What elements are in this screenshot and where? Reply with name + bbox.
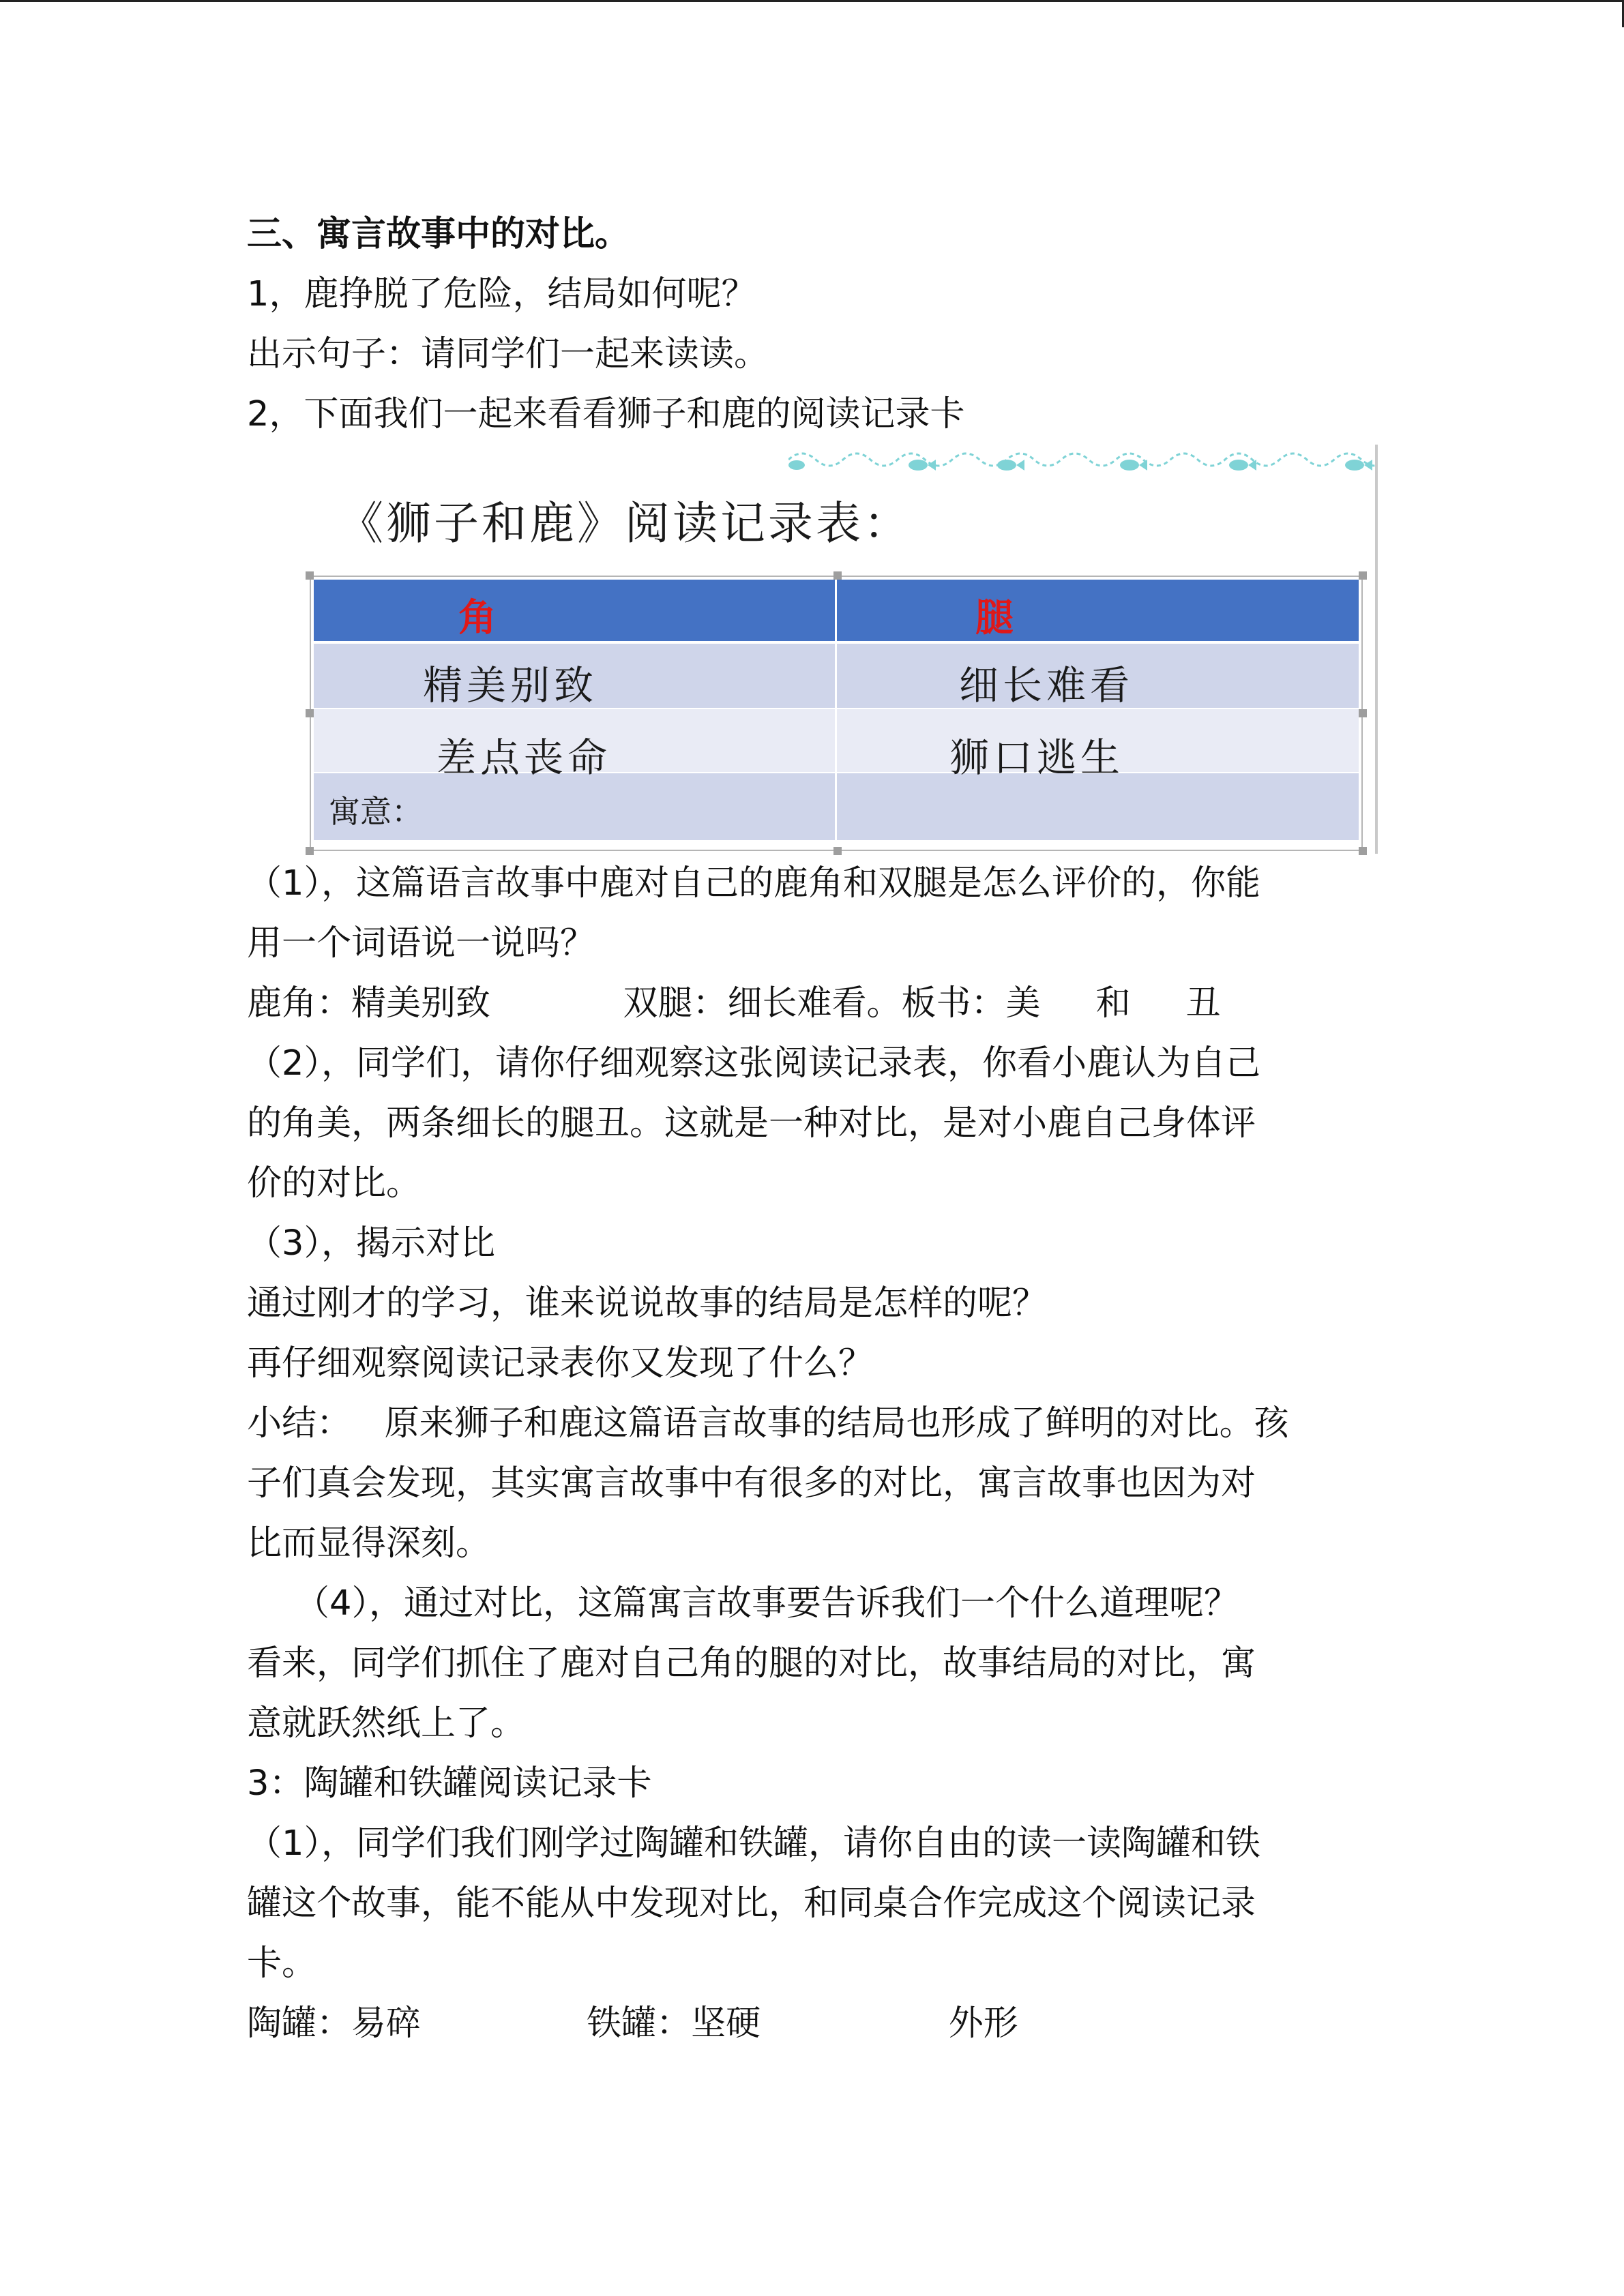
paragraph-line: 1，鹿挣脱了危险，结局如何呢？ [247, 274, 756, 314]
paragraph-line: 再仔细观察阅读记录表你又发现了什么？ [247, 1343, 874, 1384]
resize-handle[interactable] [1359, 709, 1367, 717]
resize-handle[interactable] [833, 847, 842, 855]
paragraph-line: 通过刚才的学习，谁来说说故事的结局是怎样的呢？ [247, 1283, 1048, 1324]
paragraph-line: 出示句子：请同学们一起来读读。 [247, 334, 769, 374]
paragraph-line: 卡。 [247, 1943, 317, 1984]
image-selection-frame [310, 576, 1363, 851]
table-cell: 狮口逃生 [949, 734, 1125, 781]
paragraph-line: 2，下面我们一起来看看狮子和鹿的阅读记录卡 [247, 394, 965, 434]
paragraph-line: 比而显得深刻。 [247, 1523, 491, 1564]
table-cell: 差点丧命 [437, 734, 612, 781]
resize-handle[interactable] [833, 571, 842, 580]
resize-handle[interactable] [306, 847, 314, 855]
paragraph-line: 罐这个故事，能不能从中发现对比，和同桌合作完成这个阅读记录 [247, 1883, 1256, 1924]
resize-handle[interactable] [306, 709, 314, 717]
table-cell: 细长难看 [959, 662, 1134, 709]
header-cell-leg: 腿 [975, 595, 1014, 640]
paragraph-line: （4），通过对比，这篇寓言故事要告诉我们一个什么道理呢？ [295, 1583, 1239, 1624]
paragraph-line: 陶罐：易碎 铁罐：坚硬 外形 [247, 2003, 1018, 2044]
reading-record-slide-image[interactable] [243, 445, 1378, 854]
header-cell-horn: 角 [458, 595, 497, 640]
paragraph-line: 鹿角：精美别致 双腿：细长难看。板书：美 和 丑 [247, 983, 1221, 1024]
paragraph-line: 子们真会发现，其实寓言故事中有很多的对比，寓言故事也因为对 [247, 1463, 1256, 1504]
paragraph-line: 用一个词语说一说吗？ [247, 923, 595, 964]
paragraph-line: 看来，同学们抓住了鹿对自己角的腿的对比，故事结局的对比，寓 [247, 1643, 1256, 1684]
paragraph-line: 意就跃然纸上了。 [247, 1703, 526, 1744]
document-body [247, 205, 1393, 2054]
paragraph-line: 小结： 原来狮子和鹿这篇语言故事的结局也形成了鲜明的对比。孩 [247, 1403, 1289, 1444]
paragraph-line: （2），同学们，请你仔细观察这张阅读记录表，你看小鹿认为自己 [247, 1043, 1260, 1084]
section-heading: 三、寓言故事中的对比。 [247, 214, 630, 254]
table-cell-moral-label: 寓意： [329, 793, 423, 830]
paragraph-line: 3：陶罐和铁罐阅读记录卡 [247, 1763, 652, 1804]
paragraph-line: 价的对比。 [247, 1163, 422, 1204]
paragraph-line: （1），同学们我们刚学过陶罐和铁罐，请你自由的读一读陶罐和铁 [247, 1823, 1260, 1864]
resize-handle[interactable] [306, 571, 314, 580]
paragraph-line: （1），这篇语言故事中鹿对自己的鹿角和双腿是怎么评价的，你能 [247, 863, 1260, 904]
resize-handle[interactable] [1359, 847, 1367, 855]
paragraph-line: （3），揭示对比 [247, 1223, 495, 1264]
resize-handle[interactable] [1359, 571, 1367, 580]
table-cell: 精美别致 [423, 662, 598, 709]
slide-title: 《狮子和鹿》阅读记录表： [338, 497, 911, 550]
wave-decoration [788, 445, 1375, 480]
paragraph-line: 的角美，两条细长的腿丑。这就是一种对比，是对小鹿自己身体评 [247, 1103, 1256, 1144]
page-top-border [0, 0, 1624, 2]
